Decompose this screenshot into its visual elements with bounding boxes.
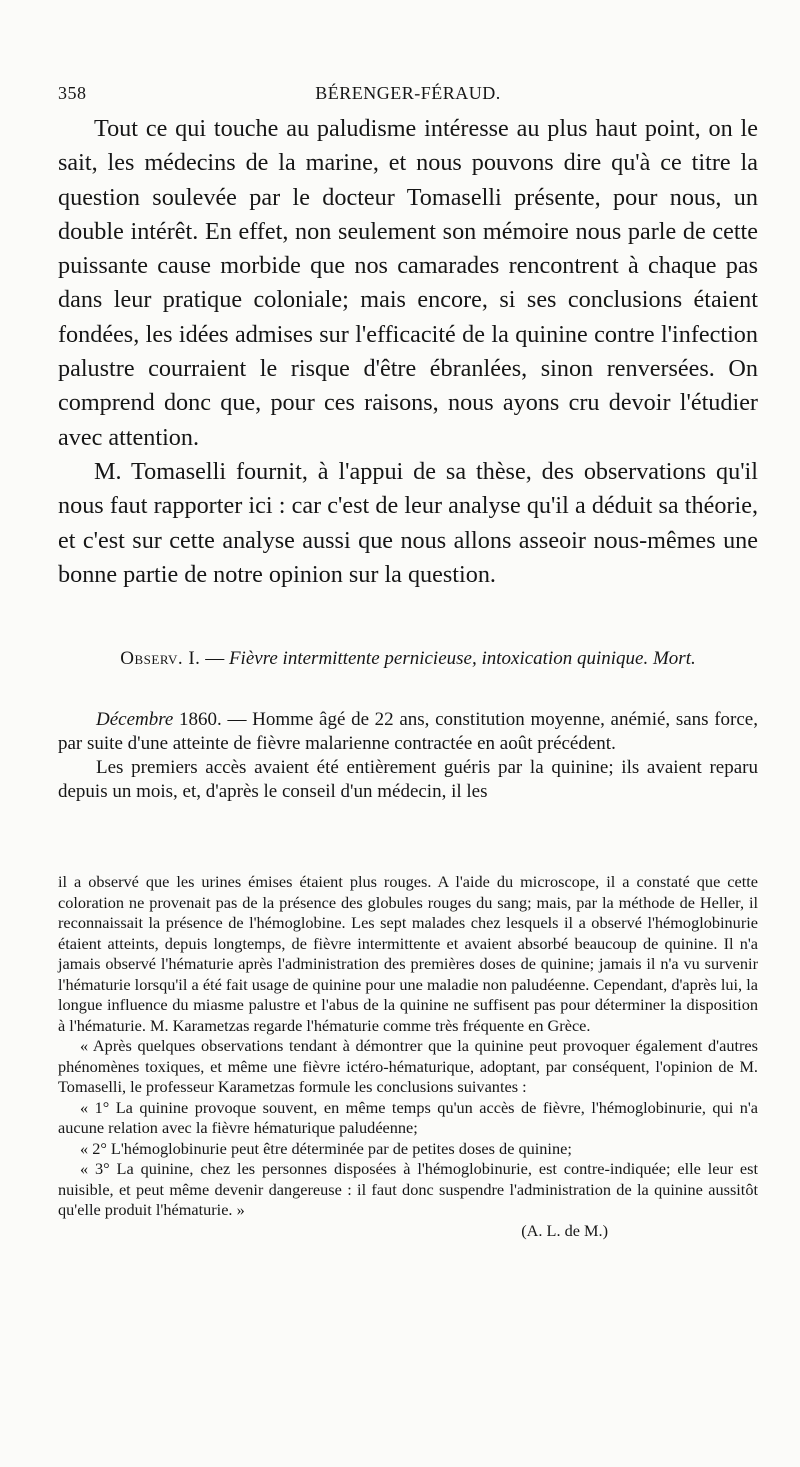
page-number: 358 — [58, 83, 87, 103]
main-text — [58, 112, 758, 592]
footnote-paragraph-1: il a observé que les urines émises étaient plus rouges. A l'aide du microscope, il a constaté que cette coloration ne provenait pas de la présence des globules rouges du sang; mais, par la méthode de Heller, il reconnaissait la présence de l'hémoglobine. Les sept malades chez lesquels il a observé l'hémoglobinurie étaient atteints, depuis longtemps, de fièvre intermittente et avaient absorbé beaucoup de quinine. Il n'a jamais observé l'hématurie après l'administration des premières doses de quinine; jamais il n'a vu survenir l'hématurie lorsqu'il a été fait usage de quinine pour une maladie non paludéenne. Cependant, d'après lui, la longue influence du miasme palustre et l'abus de la quinine ne suffisent pas pour déterminer la disposition à l'hématurie. M. Karametzas regarde l'hématurie comme très fréquente en Grèce. — [58, 872, 758, 1035]
footnote-conclusion-1: « 1° La quinine provoque souvent, en même temps qu'un accès de fièvre, l'hémoglobinurie, qui n'a aucune relation avec la fièvre hématurique paludéenne; — [58, 1097, 758, 1137]
footnote-conclusion-2: « 2° L'hémoglobinurie peut être déterminée par de petites doses de quinine; — [80, 1138, 572, 1158]
observation-paragraph-1-text: 1860. — Homme âgé de 22 ans, constitution moyenne, anémié, sans force, par suite d'une atteinte de fièvre malarienne contractée en août précédent. — [58, 709, 758, 754]
running-header — [58, 83, 758, 111]
observation-heading — [58, 645, 758, 672]
footnote-conclusion-3: « 3° La quinine, chez les personnes disposées à l'hémoglobinurie, est contre-indiquée; elle leur est nuisible, et peut même devenir dangereuse : il faut donc suspendre l'administration de la quinine aussitôt qu'elle produit l'hématurie. » — [58, 1159, 758, 1219]
running-head-author: BÉRENGER-FÉRAUD. — [315, 83, 501, 103]
observation-paragraph-1 — [58, 708, 758, 756]
footnote-signature: (A. L. de M.) — [521, 1220, 608, 1240]
footnote — [58, 872, 758, 1241]
observation-body — [58, 708, 758, 804]
observation-title: Fièvre intermittente pernicieuse, intoxication quinique. Mort. — [228, 648, 696, 669]
observation-dash: — — [200, 648, 229, 669]
observation-paragraph-2: Les premiers accès avaient été entièrement guéris par la quinine; ils avaient reparu depuis un mois, et, d'après le conseil d'un médecin, il les — [58, 757, 758, 802]
observation-label: Observ. I. — [120, 648, 201, 669]
main-paragraph-1: Tout ce qui touche au paludisme intéresse au plus haut point, on le sait, les médecins de la marine, et nous pouvons dire qu'à ce titre la question soulevée par le docteur Tomaselli présente, pour nous, un double intérêt. En effet, non seulement son mémoire nous parle de cette puissante cause morbide que nos camarades rencontrent à chaque pas dans leur pratique coloniale; mais encore, si ses conclusions étaient fondées, les idées admises sur l'efficacité de la quinine contre l'infection palustre courraient le risque d'être ébranlées, sinon renversées. On comprend donc que, pour ces raisons, nous ayons cru devoir l'étudier avec attention. — [58, 115, 758, 451]
observation-date: Décembre — [96, 709, 174, 730]
footnote-paragraph-2: « Après quelques observations tendant à démontrer que la quinine peut provoquer également d'autres phénomènes toxiques, et même une fièvre ictéro-hématurique, adoptant, par conséquent, l'opinion de M. Tomaselli, le professeur Karametzas formule les conclusions suivantes : — [58, 1036, 758, 1096]
main-paragraph-2: M. Tomaselli fournit, à l'appui de sa thèse, des observations qu'il nous faut rapporter ici : car c'est de leur analyse qu'il a déduit sa théorie, et c'est sur cette analyse aussi que nous allons asseoir nous-mêmes une bonne partie de notre opinion sur la question. — [58, 457, 758, 588]
